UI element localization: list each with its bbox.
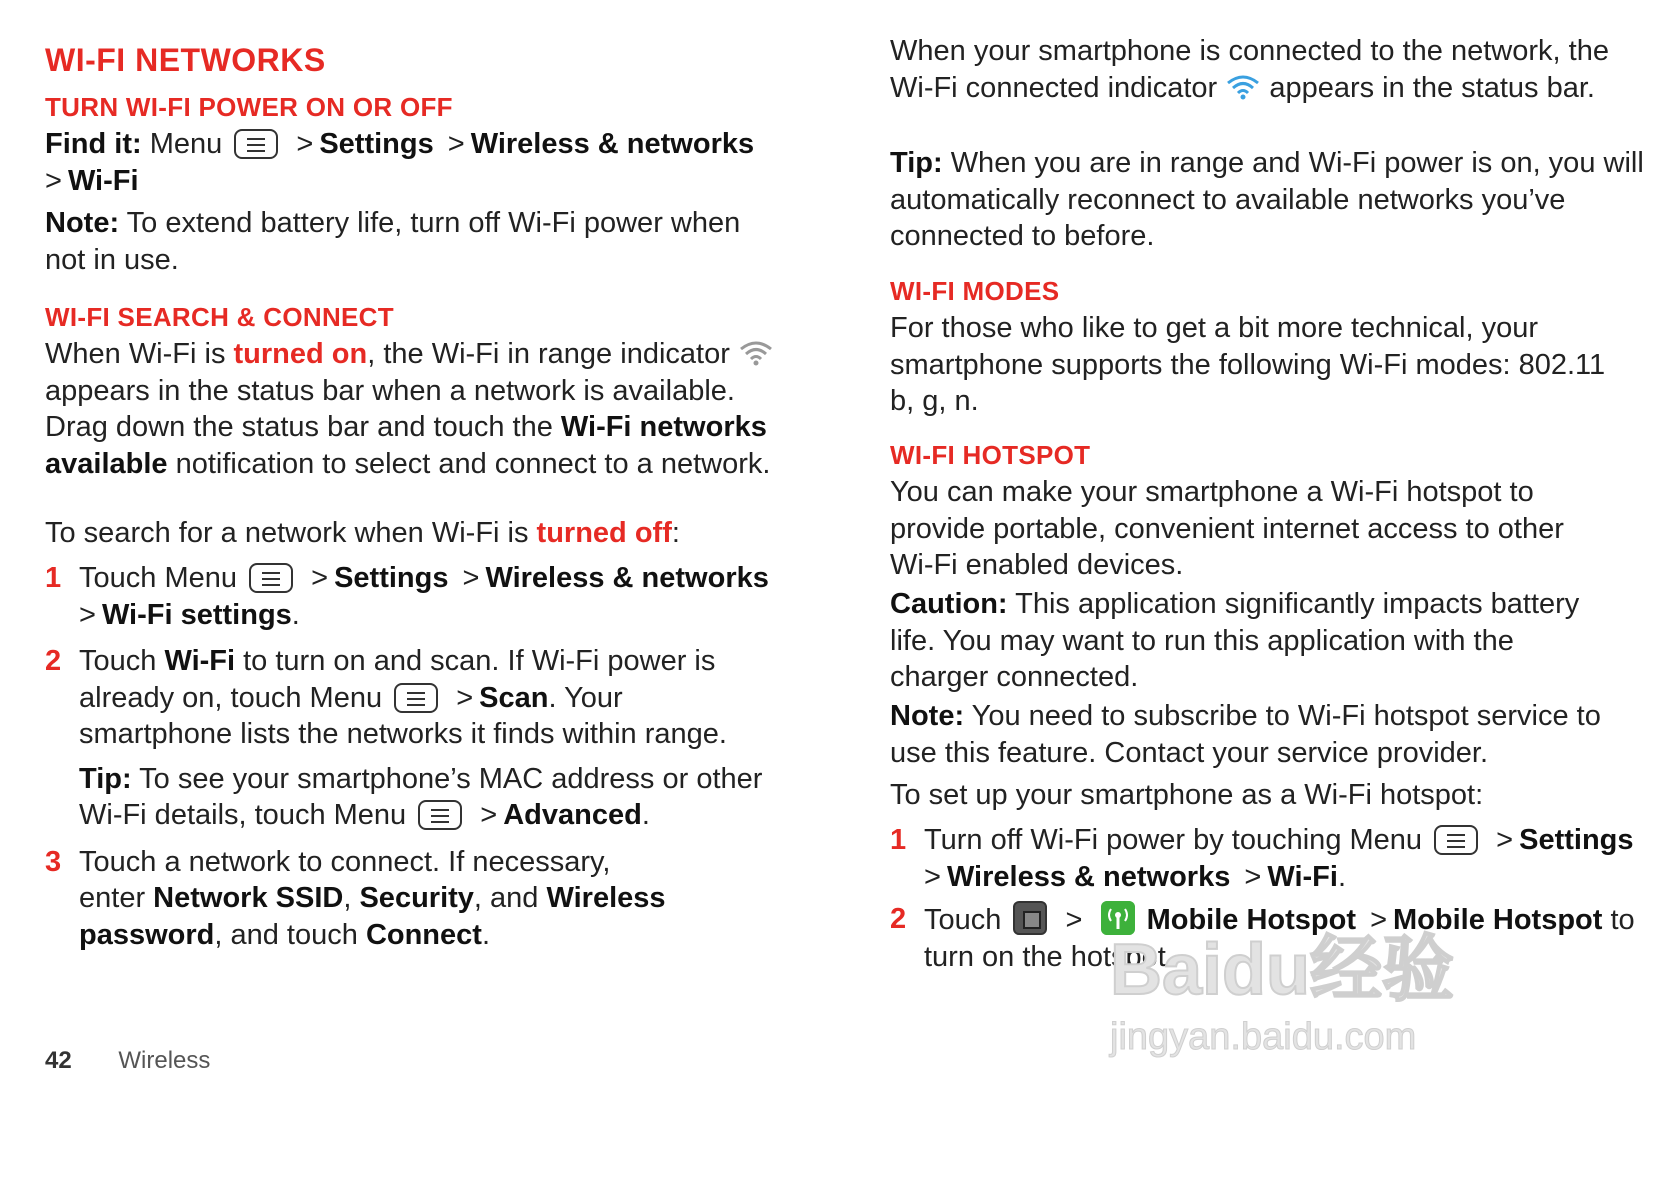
wifi-in-range-icon <box>738 339 774 367</box>
hotspot-intro: You can make your smartphone a Wi-Fi hotspot to provide portable, convenient internet access to other Wi-Fi enabled devices. <box>890 476 1564 581</box>
page-number: 42 <box>45 1047 72 1074</box>
list-item: 2 Touch Wi-Fi to turn on and scan. If Wi-Fi power is already on, touch Menu > Scan. Your smartphone lists the networks it finds within range. Tip: To see your smartphone’s MAC address or other Wi-Fi details, touch Menu > Advanced. <box>45 643 779 834</box>
mobile-hotspot-icon <box>1101 901 1135 935</box>
list-item: 1 Turn off Wi-Fi power by touching Menu > Settings > Wireless & networks > Wi-Fi. <box>890 824 1634 893</box>
menu-key-icon <box>394 683 438 713</box>
note-subscribe: Note: You need to subscribe to Wi-Fi hotspot service to use this feature. Contact your service provider. <box>890 700 1601 769</box>
section-name: Wireless <box>118 1047 211 1074</box>
hotspot-steps <box>890 822 1650 975</box>
heading-power: TURN WI-FI POWER ON OR OFF <box>45 92 453 122</box>
list-item: 3 Touch a network to connect. If necessary, enter Network SSID, Security, and Wireless password, and touch Connect. <box>45 845 666 951</box>
caution-paragraph: Caution: This application significantly impacts battery life. You may want to run this application with the charger connected. <box>890 588 1580 693</box>
search-steps <box>45 560 805 953</box>
list-item: 2 Touch > Mobile Hotspot > Mobile Hotspot to turn on the hotspot. <box>890 903 1635 973</box>
menu-key-icon <box>234 129 278 159</box>
tip-mac: Tip: To see your smartphone’s MAC address or other Wi-Fi details, touch Menu > Advanced. <box>79 762 763 831</box>
list-item: 1 Touch Menu > Settings > Wireless & networks > Wi-Fi settings. <box>45 562 769 631</box>
heading-modes: WI-FI MODES <box>890 276 1060 306</box>
page-footer <box>45 1047 210 1075</box>
connected-indicator-paragraph: When your smartphone is connected to the network, the Wi-Fi connected indicator appears in the status bar. <box>890 35 1609 104</box>
menu-key-icon <box>418 800 462 830</box>
apps-launcher-icon <box>1013 901 1047 935</box>
modes-paragraph: For those who like to get a bit more technical, your smartphone supports the following Wi-Fi modes: 802.11 b, g, n. <box>890 312 1606 417</box>
setup-paragraph: To set up your smartphone as a Wi-Fi hotspot: <box>890 779 1484 811</box>
menu-key-icon <box>249 563 293 593</box>
heading-search: WI-FI SEARCH & CONNECT <box>45 302 394 332</box>
wifi-connected-icon <box>1225 73 1261 101</box>
find-it-path: Find it: Menu > Settings > Wireless & networks > Wi-Fi <box>45 128 755 197</box>
baidu-watermark: Baidu经验 jingyan.baidu.com <box>1110 930 1455 1058</box>
heading-hotspot: WI-FI HOTSPOT <box>890 440 1091 470</box>
note-battery: Note: To extend battery life, turn off Wi-Fi power when not in use. <box>45 207 741 276</box>
menu-key-icon <box>1434 825 1478 855</box>
search-off-paragraph: To search for a network when Wi-Fi is turned off: <box>45 517 680 549</box>
search-paragraph: When Wi-Fi is turned on, the Wi-Fi in range indicator appears in the status bar when a network is available. Drag down the status bar and touch the Wi-Fi networks available notification to select and connect to a network. <box>45 336 805 482</box>
tip-reconnect: Tip: When you are in range and Wi-Fi power is on, you will automatically reconnect to available networks you’ve connected to before. <box>890 147 1644 252</box>
page-title: WI-FI NETWORKS <box>45 42 326 78</box>
